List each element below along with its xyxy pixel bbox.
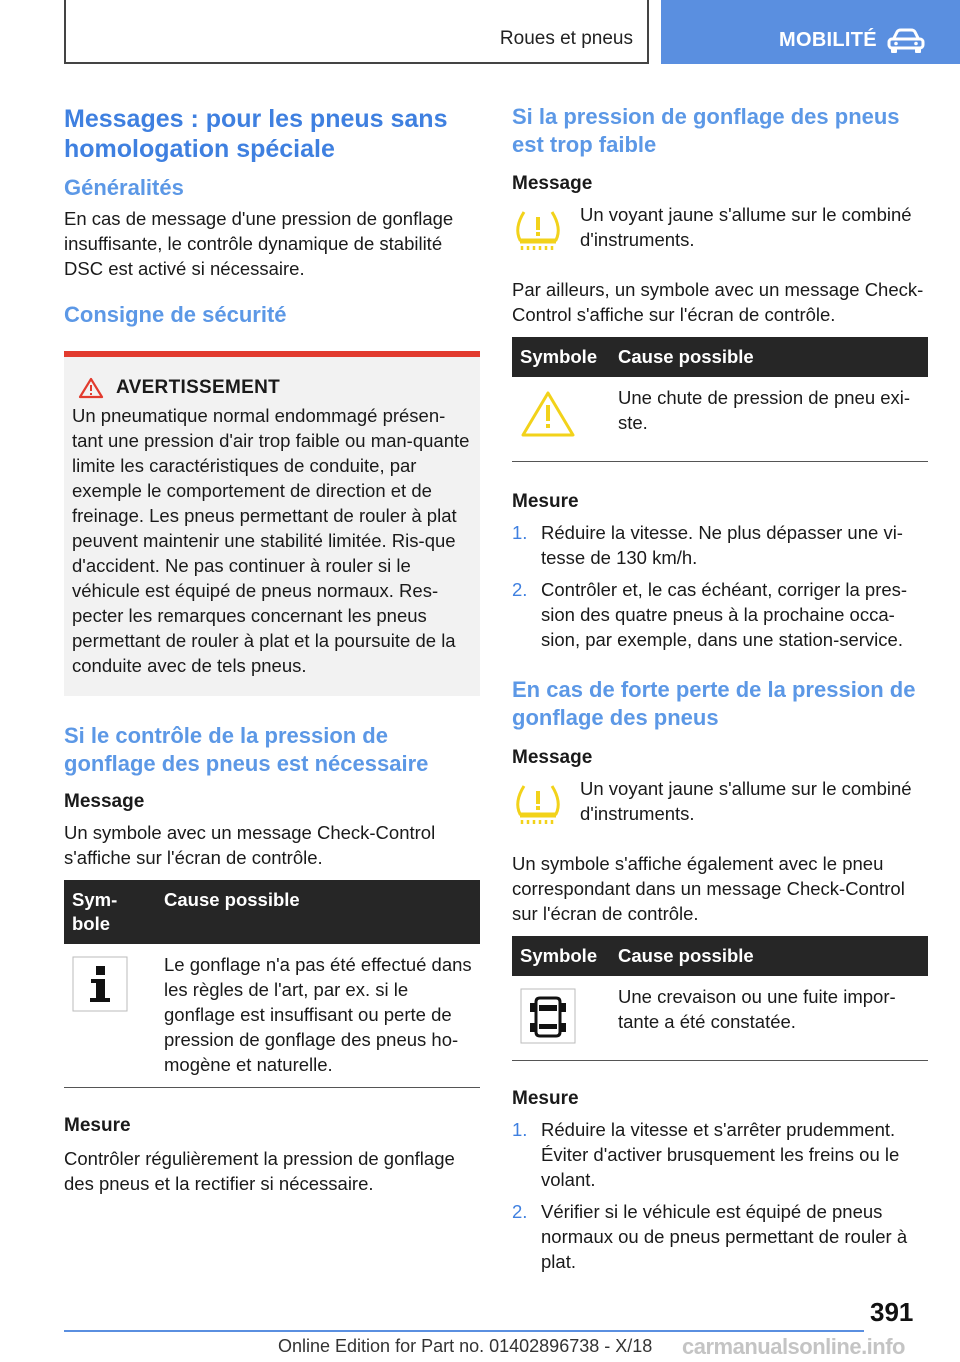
symbol-table-low: [512, 337, 928, 462]
strong-loss-heading: En cas de forte perte de la pression de gonflage des pneus: [512, 677, 916, 730]
footer-divider: [64, 1330, 864, 1332]
symbol-cell: [64, 944, 156, 1088]
low-pressure-heading: Si la pression de gonflage des pneus est trop faible: [512, 104, 900, 157]
list-item: [512, 1199, 928, 1274]
warning-text: Un pneumatique normal endommagé présen-tant une pression d'air trop faible ou man-quante limite les caractéristiques de conduite, par exemple le comportement de direction et de freinage. Les pneus permettant de rouler à plat peuvent maintenir une stabilité limitée. Ris-que d'accident. Ne pas continuer à rouler si le véhicule est équipé de pneus normaux. Res-pecter les remarques concernant les pneus permettant de rouler à plat et la poursuite de la conduite avec de tels pneus.: [72, 405, 470, 676]
list-item: [512, 577, 928, 652]
symbol-cell: [512, 377, 610, 462]
symbol-table-check: [64, 880, 480, 1088]
step-number: 2.: [512, 1201, 528, 1222]
mesure-label-right-2: Mesure: [512, 1088, 579, 1109]
also-text: Par ailleurs, un symbole avec un message Check-Control s'affiche sur l'écran de contrôle.: [512, 279, 924, 325]
warning-box: [64, 351, 480, 696]
header-chapter-title: MOBILITÉ: [779, 29, 877, 51]
table-header-cause: Cause possible: [610, 936, 928, 976]
table-header-symbol: Sym-bole: [64, 880, 156, 944]
indicator-text: Un voyant jaune s'allume sur le combiné d'instruments.: [580, 204, 912, 250]
also-text-2: Un symbole s'affiche également avec le pneu correspondant dans un message Check-Control sur l'écran de contrôle.: [512, 853, 905, 924]
warning-header: [78, 377, 472, 399]
tire-pressure-warning-icon: [512, 782, 564, 828]
message-label-right: Message: [512, 173, 593, 194]
vehicle-tire-icon: [520, 988, 576, 1044]
car-icon: [887, 28, 925, 54]
cause-cell: Une crevaison ou une fuite impor-tante a été constatée.: [610, 976, 928, 1061]
right-column: [512, 100, 928, 1274]
indicator-text: Un voyant jaune s'allume sur le combiné d'instruments.: [580, 778, 912, 824]
table-header-row: [512, 936, 928, 976]
cause-cell: Une chute de pression de pneu exi-ste.: [610, 377, 928, 462]
step-text: Contrôler et, le cas échéant, corriger la pres-sion des quatre pneus à la prochaine occa-sion, par exemple, dans une station-service.: [541, 579, 908, 650]
step-number: 1.: [512, 1119, 528, 1140]
step-number: 2.: [512, 579, 528, 600]
step-text: Réduire la vitesse et s'arrêter prudemment. Éviter d'activer brusquement les freins ou le volant.: [541, 1119, 900, 1190]
info-icon: [72, 956, 128, 1012]
table-header-symbol: Symbole: [512, 936, 610, 976]
list-item: [512, 520, 928, 570]
table-row: [64, 944, 480, 1088]
symbol-cell: [512, 976, 610, 1061]
page-number: 391: [870, 1297, 914, 1327]
left-column: [64, 100, 480, 1196]
mesure-text: Contrôler régulièrement la pression de gonflage des pneus et la rectifier si nécessaire.: [64, 1148, 455, 1194]
header-section-box: [64, 0, 649, 64]
message-text: Un symbole avec un message Check-Control s'affiche sur l'écran de contrôle.: [64, 822, 436, 868]
check-heading: Si le contrôle de la pression de gonflage des pneus est nécessaire: [64, 723, 429, 776]
step-number: 1.: [512, 522, 528, 543]
message-label: Message: [64, 791, 145, 812]
general-text: En cas de message d'une pression de gonflage insuffisante, le contrôle dynamique de stabilité DSC est activé si nécessaire.: [64, 208, 454, 279]
message-label-right-2: Message: [512, 747, 593, 768]
page-title: Messages : pour les pneus sans homologation spéciale: [64, 105, 448, 163]
step-text: Réduire la vitesse. Ne plus dépasser une vi-tesse de 130 km/h.: [541, 522, 903, 568]
table-header-row: [512, 337, 928, 377]
indicator-row-2: [512, 776, 928, 833]
table-header-cause: Cause possible: [156, 880, 480, 944]
mesure-label: Mesure: [64, 1115, 131, 1136]
header-chapter-tab: [661, 0, 960, 64]
step-text: Vérifier si le véhicule est équipé de pneus normaux ou de pneus permettant de rouler à plat.: [541, 1201, 908, 1272]
symbol-table-strong: [512, 936, 928, 1061]
steps-list-2: [512, 1117, 928, 1274]
safety-heading: Consigne de sécurité: [64, 302, 287, 327]
warning-triangle-icon: [78, 377, 104, 399]
watermark: carmanualsonline.info: [682, 1334, 905, 1359]
mesure-label-right: Mesure: [512, 491, 579, 512]
header-section-title: Roues et pneus: [499, 28, 633, 49]
table-header-row: [64, 880, 480, 944]
caution-triangle-icon: [520, 389, 576, 439]
steps-list-1: [512, 520, 928, 652]
indicator-row: [512, 202, 928, 259]
table-header-symbol: Symbole: [512, 337, 610, 377]
list-item: [512, 1117, 928, 1192]
cause-cell: Le gonflage n'a pas été effectué dans les règles de l'art, par ex. si le gonflage est insuffisant ou perte de pression de gonflage des pneus ho-mogène et naturelle.: [156, 944, 480, 1088]
table-header-cause: Cause possible: [610, 337, 928, 377]
warning-title: AVERTISSEMENT: [116, 377, 281, 398]
general-heading: Généralités: [64, 175, 184, 200]
table-row: [512, 976, 928, 1061]
tire-pressure-warning-icon: [512, 208, 564, 254]
footer-edition: Online Edition for Part no. 01402896738 - X/18: [278, 1336, 653, 1356]
table-row: [512, 377, 928, 462]
